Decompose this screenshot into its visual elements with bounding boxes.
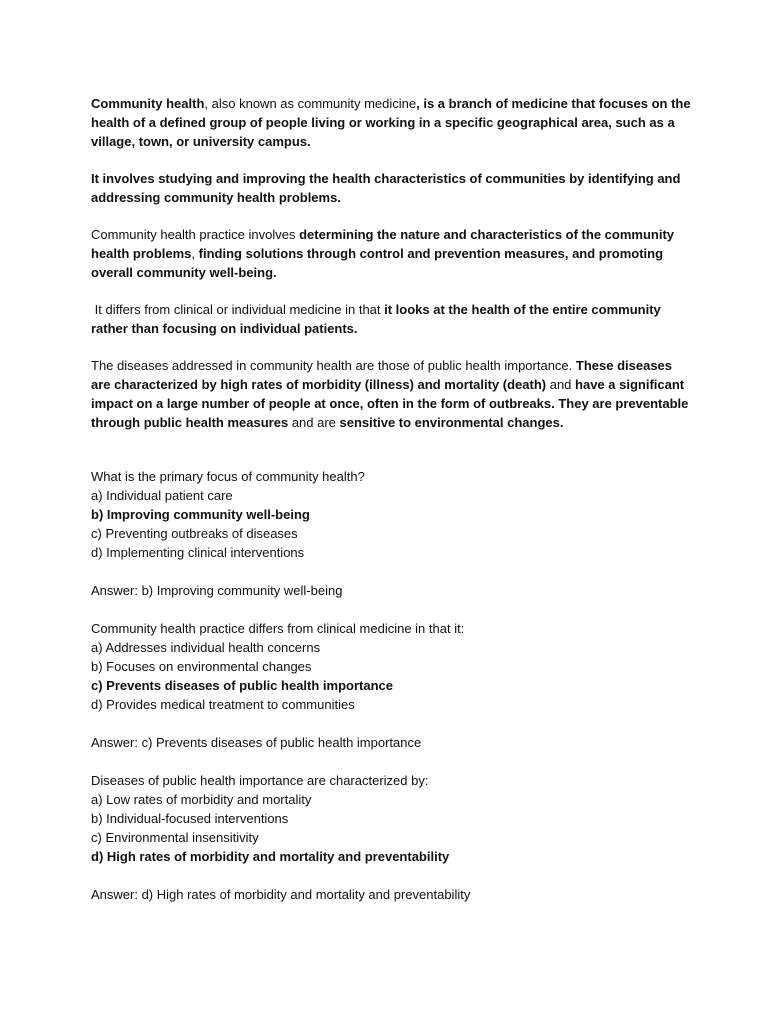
document-page — [91, 94, 691, 923]
option-c: c) Environmental insensitivity — [91, 830, 259, 845]
option-b: b) Individual-focused interventions — [91, 811, 289, 826]
spacer — [91, 450, 691, 467]
text-run: These diseases are characterized by high rates of morbidity (illness) and mortality (death) — [91, 358, 673, 392]
text-run: have a significant impact on a large number of people at once, often in the form of outbreaks. They are preventable through public health measures — [91, 377, 689, 430]
question-text: What is the primary focus of community health? — [91, 469, 365, 484]
text-run: , also known as community medicine — [204, 96, 417, 111]
answer-text: Answer: d) High rates of morbidity and mortality and preventability — [91, 887, 471, 902]
paragraph-involves — [91, 169, 691, 207]
text-run: Community health practice involves — [91, 227, 300, 242]
text-run: it looks at the health of the entire community rather than focusing on individual patients. — [91, 302, 661, 336]
paragraph-practice — [91, 225, 691, 282]
paragraph-diseases — [91, 356, 691, 432]
text-run: The diseases addressed in community health are those of public health importance. — [91, 358, 576, 373]
option-a: a) Individual patient care — [91, 488, 233, 503]
text-run: It differs from clinical or individual medicine in that — [91, 302, 385, 317]
answer-text: Answer: c) Prevents diseases of public health importance — [91, 735, 422, 750]
paragraph-definition — [91, 94, 691, 151]
option-a: a) Low rates of morbidity and mortality — [91, 792, 312, 807]
option-d: d) Provides medical treatment to communities — [91, 697, 355, 712]
text-run: and are — [288, 415, 340, 430]
text-run: , — [191, 246, 199, 261]
option-b: b) Focuses on environmental changes — [91, 659, 312, 674]
option-c: c) Preventing outbreaks of diseases — [91, 526, 298, 541]
text-run: Community health — [91, 96, 205, 111]
text-run: It involves studying and improving the health characteristics of communities by identifying and addressing community health problems. — [91, 171, 681, 205]
question-text: Community health practice differs from clinical medicine in that it: — [91, 621, 465, 636]
text-run: determining the nature and characteristics of the community health problems — [91, 227, 675, 261]
option-b: b) Improving community well-being — [91, 507, 310, 522]
option-d: d) High rates of morbidity and mortality and preventability — [91, 849, 450, 864]
text-run: sensitive to environmental changes. — [339, 415, 564, 430]
option-a: a) Addresses individual health concerns — [91, 640, 321, 655]
paragraph-differs — [91, 300, 691, 338]
question-block-3 — [91, 771, 691, 904]
text-run: finding solutions through control and prevention measures, and promoting overall community well-being. — [91, 246, 664, 280]
text-run: and — [546, 377, 576, 392]
text-run: , is a branch of medicine that focuses on the health of a defined group of people living or working in a specific geographical area, such as a village, town, or university campus. — [91, 96, 691, 149]
question-text: Diseases of public health importance are characterized by: — [91, 773, 429, 788]
option-d: d) Implementing clinical interventions — [91, 545, 305, 560]
question-block-2 — [91, 619, 691, 752]
answer-text: Answer: b) Improving community well-being — [91, 583, 343, 598]
question-block-1 — [91, 467, 691, 600]
option-c: c) Prevents diseases of public health importance — [91, 678, 393, 693]
